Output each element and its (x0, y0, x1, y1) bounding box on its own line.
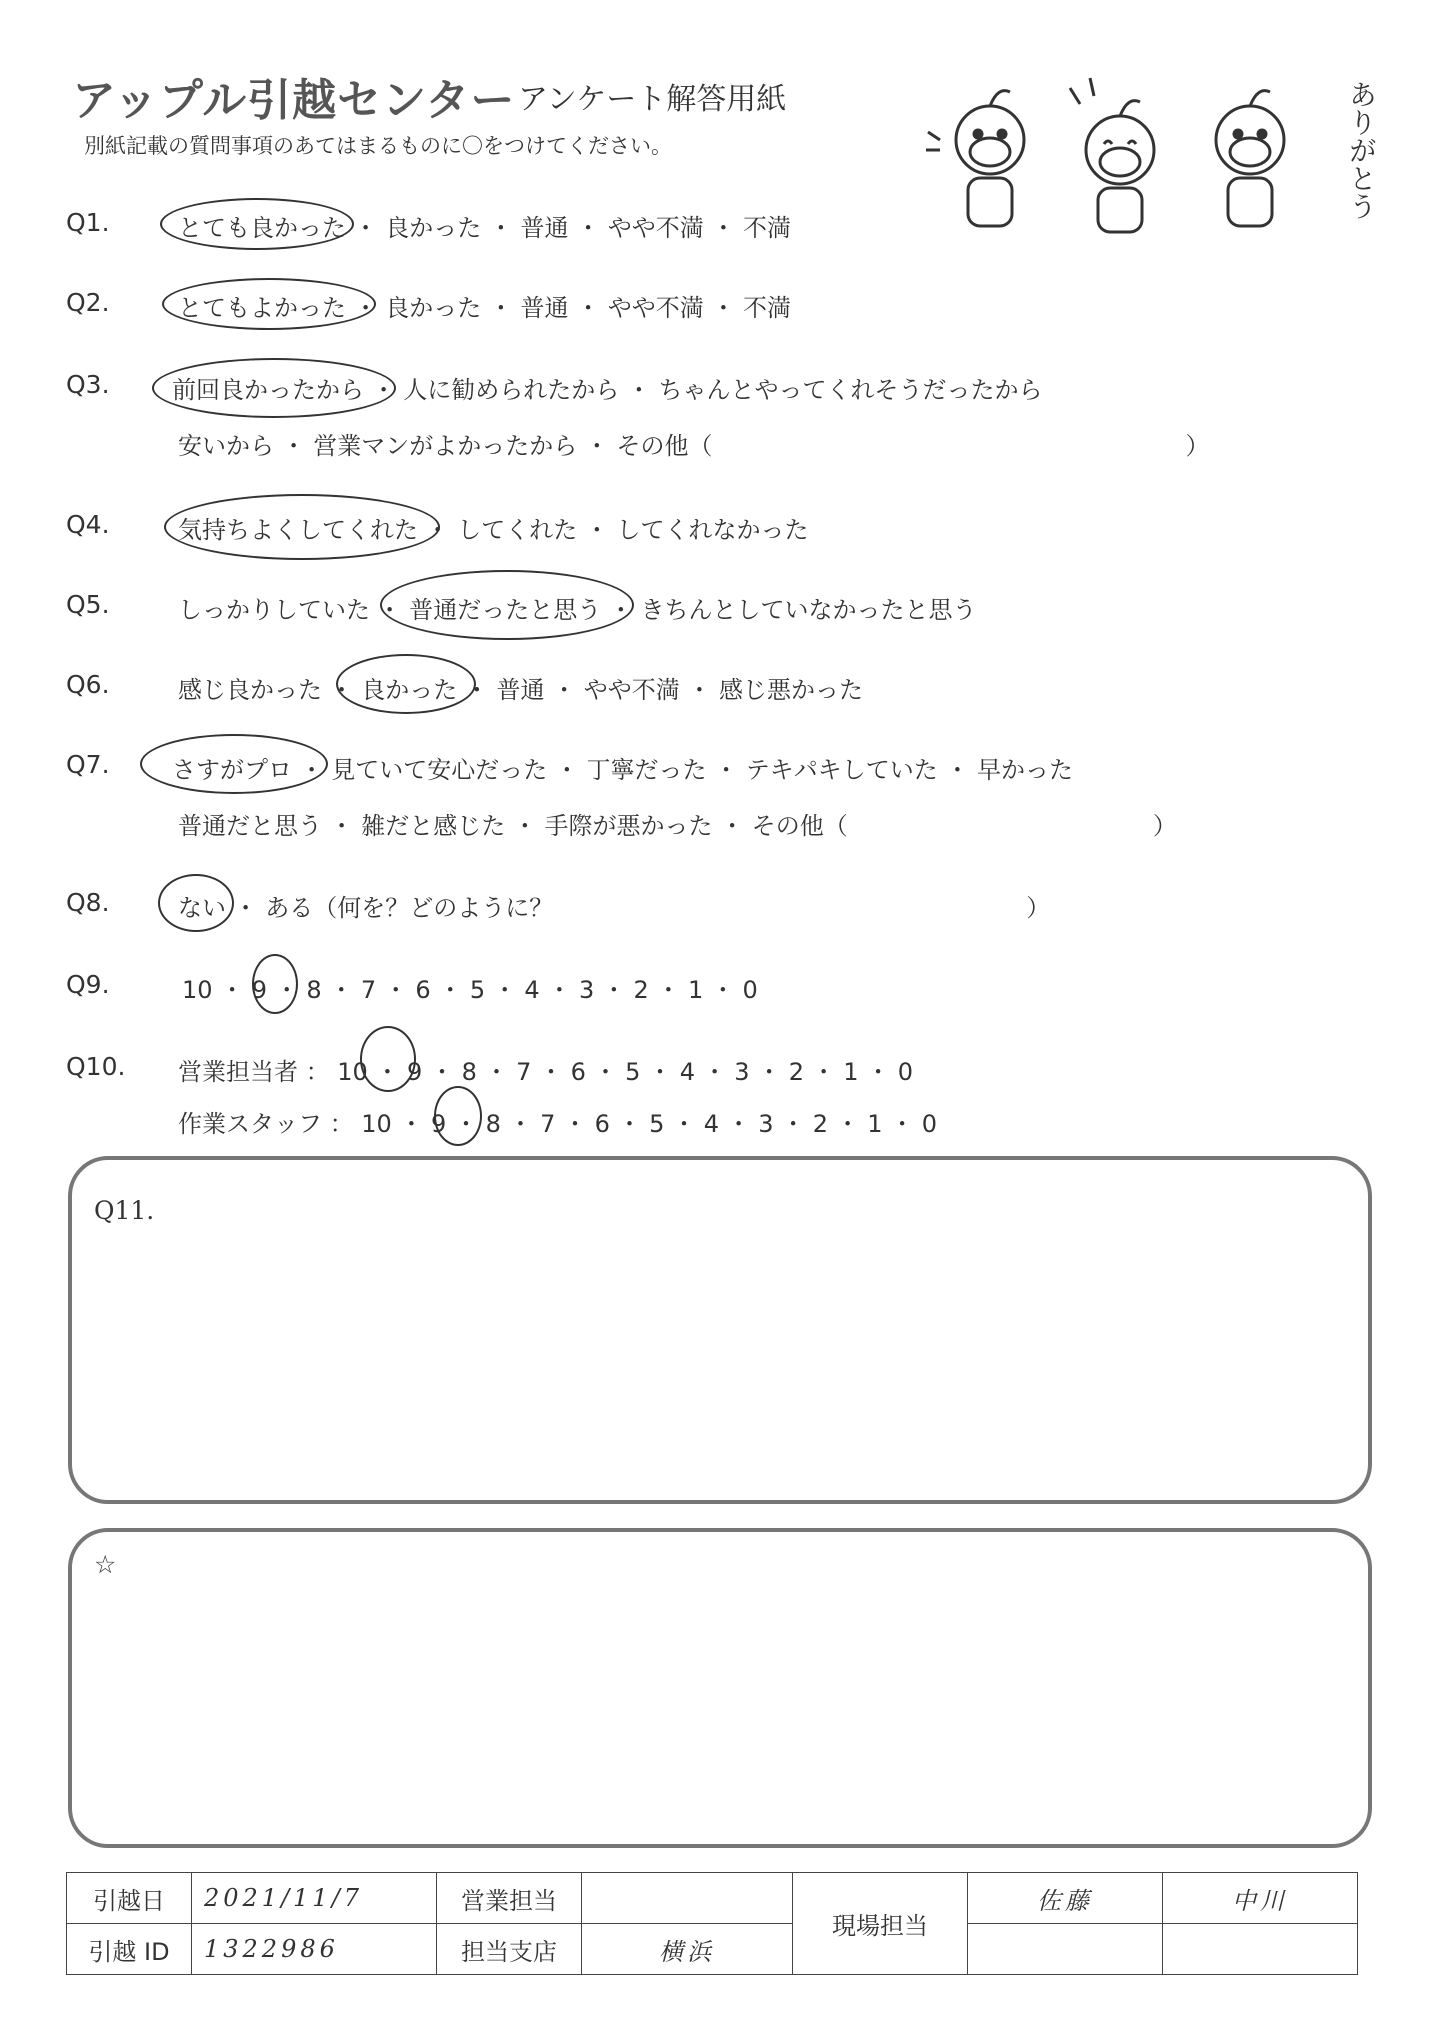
footer-info-table (66, 1872, 1358, 1975)
instruction-text: 別紙記載の質問事項のあてはまるものに〇をつけてください。 (84, 134, 672, 158)
q10-options-staff: 作業スタッフ ： 10 ・ 9 ・ 8 ・ 7 ・ 6 ・ 5 ・ 4 ・ 3 ・ 2 ・ 1 ・ 0 (178, 1110, 938, 1138)
q5-options: しっかりしていた ・ 普通だったと思う ・ きちんとしていなかったと思う (178, 596, 977, 624)
q10-options-sales: 営業担当者 ： 10 ・ 9 ・ 8 ・ 7 ・ 6 ・ 5 ・ 4 ・ 3 ・ 2 ・ 1 ・ 0 (178, 1058, 914, 1086)
site-staff-empty-1 (968, 1924, 1163, 1975)
q6-number: Q6. (66, 670, 110, 699)
sales-label: 営業担当 (437, 1873, 582, 1924)
thanks-text: ありがとう (1345, 80, 1378, 220)
q1-number: Q1. (66, 208, 110, 237)
move-date-value: 2021/11/7 (192, 1873, 437, 1924)
move-id-label: 引越 ID (67, 1924, 192, 1975)
branch-value: 横浜 (582, 1924, 793, 1975)
q9-number: Q9. (66, 970, 110, 999)
q3-options-line2: 安いから ・ 営業マンがよかったから ・ その他（ ） (178, 432, 1210, 460)
q10-number: Q10. (66, 1052, 126, 1081)
q6-options: 感じ良かった ・ 良かった ・ 普通 ・ やや不満 ・ 感じ悪かった (178, 676, 864, 704)
q8-options: ない ・ ある（何を？どのように？ ） (178, 894, 1051, 922)
q9-options: 10 ・ 9 ・ 8 ・ 7 ・ 6 ・ 5 ・ 4 ・ 3 ・ 2 ・ 1 ・ 0 (182, 976, 758, 1004)
move-id-value: 1322986 (192, 1924, 437, 1975)
site-label: 現場担当 (793, 1873, 968, 1975)
q7-options-line2: 普通だと思う ・ 雑だと感じた ・ 手際が悪かった ・ その他（ ） (178, 812, 1177, 840)
q4-options: 気持ちよくしてくれた ・ してくれた ・ してくれなかった (178, 516, 809, 544)
q5-number: Q5. (66, 590, 110, 619)
move-date-label: 引越日 (67, 1873, 192, 1924)
mascot-illustration (900, 70, 1360, 240)
star-icon: ☆ (94, 1550, 117, 1579)
q7-number: Q7. (66, 750, 110, 779)
site-staff-2: 中川 (1163, 1873, 1358, 1924)
site-staff-empty-2 (1163, 1924, 1358, 1975)
q11-label: Q11. (94, 1196, 155, 1225)
q2-options: とてもよかった ・ 良かった ・ 普通 ・ やや不満 ・ 不満 (178, 294, 792, 322)
q1-options: とても良かった ・ 良かった ・ 普通 ・ やや不満 ・ 不満 (178, 214, 792, 242)
monkey-mascot-2 (1070, 78, 1154, 232)
q2-number: Q2. (66, 288, 110, 317)
branch-label: 担当支店 (437, 1924, 582, 1975)
star-comment-box[interactable] (68, 1528, 1372, 1848)
q7-options-line1: さすがプロ ・ 見ていて安心だった ・ 丁寧だった ・ テキパキしていた ・ 早かった (172, 756, 1074, 784)
brand-title: アップル引越センター (72, 75, 516, 126)
site-staff-1: 佐藤 (968, 1873, 1163, 1924)
q4-number: Q4. (66, 510, 110, 539)
form-subtitle: アンケート解答用紙 (518, 82, 787, 117)
q11-comment-box[interactable] (68, 1156, 1372, 1504)
monkey-mascot-3 (1216, 91, 1284, 226)
q3-options-line1: 前回良かったから ・ 人に勧められたから ・ ちゃんとやってくれそうだったから (172, 376, 1043, 404)
monkey-mascot-1 (926, 91, 1024, 226)
q8-number: Q8. (66, 888, 110, 917)
q3-number: Q3. (66, 370, 110, 399)
sales-value (582, 1873, 793, 1924)
